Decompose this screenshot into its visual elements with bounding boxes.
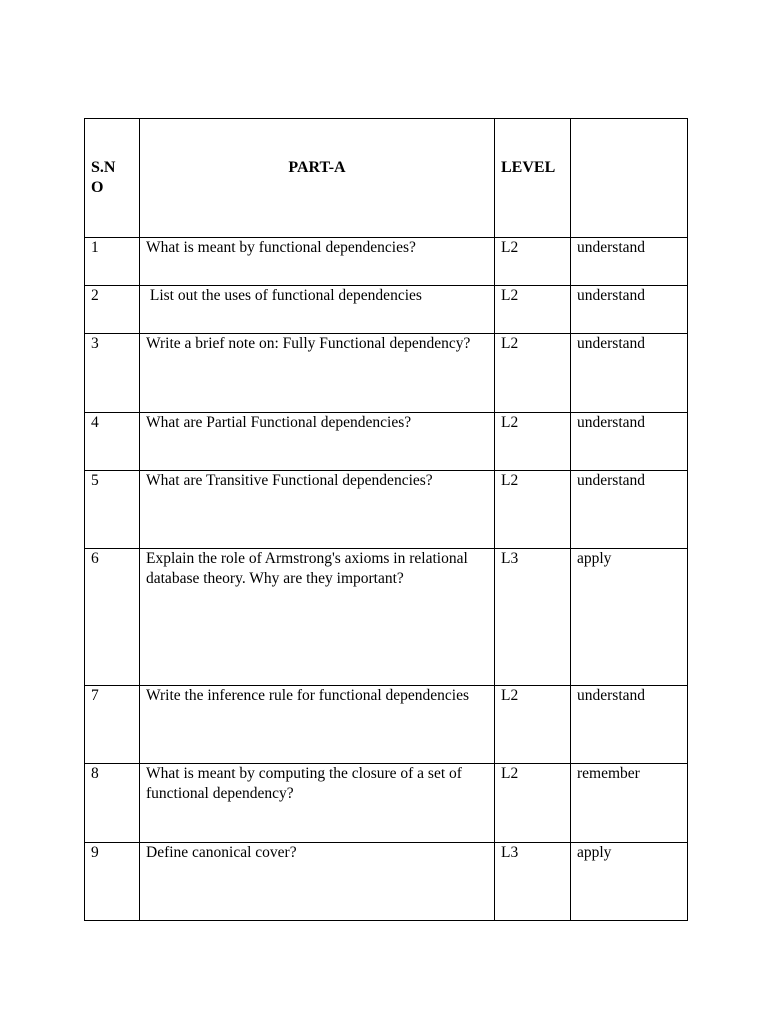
- row-category: apply: [577, 844, 612, 861]
- table-header-row: [85, 119, 688, 238]
- table-row: [85, 471, 688, 549]
- row-question: Write the inference rule for functional dependencies: [146, 687, 469, 704]
- question-cell: [140, 686, 495, 764]
- row-question: Write a brief note on: Fully Functional dependency?: [146, 335, 471, 352]
- category-cell: [571, 238, 688, 286]
- row-sno: 1: [91, 239, 99, 256]
- table-row: [85, 334, 688, 413]
- row-level: L2: [501, 472, 519, 489]
- sno-cell: [85, 686, 140, 764]
- sno-cell: [85, 549, 140, 686]
- questions-table: [84, 118, 688, 921]
- level-cell: [495, 843, 571, 921]
- category-cell: [571, 286, 688, 334]
- level-cell: [495, 413, 571, 471]
- header-level: LEVEL: [501, 159, 556, 176]
- category-cell: [571, 471, 688, 549]
- level-cell: [495, 334, 571, 413]
- sno-cell: [85, 471, 140, 549]
- row-category: understand: [577, 472, 646, 489]
- header-part-cell: [140, 119, 495, 238]
- row-question: Define canonical cover?: [146, 844, 297, 861]
- sno-cell: [85, 764, 140, 843]
- category-cell: [571, 764, 688, 843]
- row-question: List out the uses of functional dependencies: [146, 287, 422, 304]
- row-category: understand: [577, 335, 646, 352]
- table-row: [85, 843, 688, 921]
- row-level: L2: [501, 687, 519, 704]
- level-cell: [495, 471, 571, 549]
- row-category: understand: [577, 414, 646, 431]
- header-part: PART-A: [288, 159, 346, 176]
- category-cell: [571, 843, 688, 921]
- sno-cell: [85, 286, 140, 334]
- table-row: [85, 238, 688, 286]
- question-cell: [140, 471, 495, 549]
- header-sno: S.NO: [91, 159, 116, 196]
- row-category: understand: [577, 687, 646, 704]
- sno-cell: [85, 843, 140, 921]
- question-cell: [140, 238, 495, 286]
- row-question: What is meant by functional dependencies?: [146, 239, 416, 256]
- row-level: L2: [501, 765, 519, 782]
- table-row: [85, 686, 688, 764]
- row-sno: 7: [91, 687, 99, 704]
- header-level-cell: [495, 119, 571, 238]
- row-question: What is meant by computing the closure of a set of functional dependency?: [146, 765, 462, 802]
- row-category: remember: [577, 765, 640, 782]
- question-cell: [140, 413, 495, 471]
- row-question: Explain the role of Armstrong's axioms in relational database theory. Why are they important?: [146, 550, 468, 587]
- row-sno: 4: [91, 414, 99, 431]
- row-category: understand: [577, 239, 646, 256]
- level-cell: [495, 764, 571, 843]
- category-cell: [571, 686, 688, 764]
- sno-cell: [85, 334, 140, 413]
- row-level: L3: [501, 844, 519, 861]
- header-category-cell: [571, 119, 688, 238]
- category-cell: [571, 413, 688, 471]
- question-cell: [140, 843, 495, 921]
- row-sno: 9: [91, 844, 99, 861]
- question-cell: [140, 334, 495, 413]
- table-row: [85, 764, 688, 843]
- table-row: [85, 286, 688, 334]
- category-cell: [571, 549, 688, 686]
- sno-cell: [85, 238, 140, 286]
- row-sno: 8: [91, 765, 99, 782]
- table-row: [85, 413, 688, 471]
- row-level: L2: [501, 239, 519, 256]
- row-category: understand: [577, 287, 646, 304]
- question-cell: [140, 764, 495, 843]
- row-sno: 2: [91, 287, 99, 304]
- row-level: L2: [501, 335, 519, 352]
- level-cell: [495, 286, 571, 334]
- level-cell: [495, 686, 571, 764]
- row-sno: 5: [91, 472, 99, 489]
- header-category: [571, 119, 687, 158]
- row-category: apply: [577, 550, 612, 567]
- level-cell: [495, 549, 571, 686]
- sno-cell: [85, 413, 140, 471]
- row-sno: 6: [91, 550, 99, 567]
- question-cell: [140, 549, 495, 686]
- row-level: L3: [501, 550, 519, 567]
- row-level: L2: [501, 414, 519, 431]
- row-question: What are Transitive Functional dependencies?: [146, 472, 433, 489]
- row-question: What are Partial Functional dependencies?: [146, 414, 412, 431]
- header-sno-cell: [85, 119, 140, 238]
- level-cell: [495, 238, 571, 286]
- question-cell: [140, 286, 495, 334]
- table-row: [85, 549, 688, 686]
- row-level: L2: [501, 287, 519, 304]
- row-sno: 3: [91, 335, 99, 352]
- category-cell: [571, 334, 688, 413]
